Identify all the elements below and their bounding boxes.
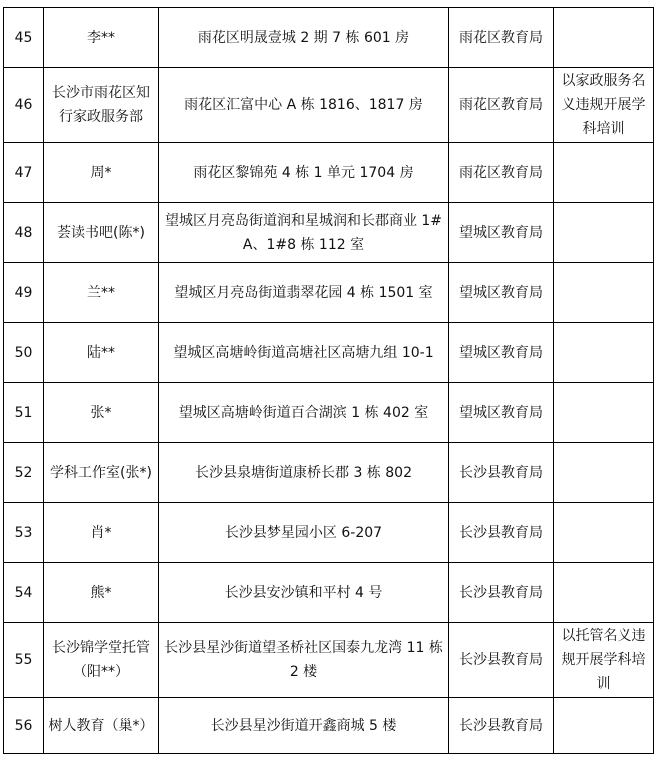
institution-table [3,7,654,754]
remark [554,263,654,323]
remark [554,563,654,623]
institution-name: 兰** [44,263,159,323]
supervising-bureau: 望城区教育局 [449,203,554,263]
row-number: 46 [4,68,44,143]
table-row [4,203,654,263]
address: 望城区高塘岭街道百合湖滨 1 栋 402 室 [159,383,449,443]
remark [554,503,654,563]
remark [554,443,654,503]
table-row [4,563,654,623]
table-row [4,443,654,503]
supervising-bureau: 望城区教育局 [449,383,554,443]
address: 望城区月亮岛街道润和星城润和长郡商业 1#A、1#8 栋 112 室 [159,203,449,263]
table-row [4,263,654,323]
table-row [4,698,654,754]
address: 长沙县星沙街道望圣桥社区国泰九龙湾 11 栋 2 楼 [159,623,449,698]
table-row [4,623,654,698]
row-number: 45 [4,8,44,68]
remark: 以托管名义违规开展学科培训 [554,623,654,698]
institution-name: 树人教育（巢*） [44,698,159,754]
remark [554,143,654,203]
address: 望城区月亮岛街道翡翠花园 4 栋 1501 室 [159,263,449,323]
remark [554,383,654,443]
supervising-bureau: 雨花区教育局 [449,68,554,143]
institution-name: 肖* [44,503,159,563]
remark [554,8,654,68]
address: 长沙县泉塘街道康桥长郡 3 栋 802 [159,443,449,503]
supervising-bureau: 雨花区教育局 [449,143,554,203]
table-row [4,383,654,443]
supervising-bureau: 长沙县教育局 [449,563,554,623]
row-number: 54 [4,563,44,623]
institution-name: 荟读书吧(陈*) [44,203,159,263]
supervising-bureau: 长沙县教育局 [449,623,554,698]
address: 长沙县梦星园小区 6-207 [159,503,449,563]
institution-name: 李** [44,8,159,68]
address: 长沙县安沙镇和平村 4 号 [159,563,449,623]
row-number: 55 [4,623,44,698]
row-number: 56 [4,698,44,754]
institution-name: 张* [44,383,159,443]
table-row [4,68,654,143]
table-row [4,323,654,383]
table-row [4,8,654,68]
remark [554,698,654,754]
address: 长沙县星沙街道开鑫商城 5 楼 [159,698,449,754]
row-number: 47 [4,143,44,203]
row-number: 50 [4,323,44,383]
row-number: 51 [4,383,44,443]
remark: 以家政服务名义违规开展学科培训 [554,68,654,143]
institution-name: 周* [44,143,159,203]
supervising-bureau: 长沙县教育局 [449,503,554,563]
remark [554,203,654,263]
supervising-bureau: 望城区教育局 [449,323,554,383]
supervising-bureau: 长沙县教育局 [449,698,554,754]
address: 雨花区明晟壹城 2 期 7 栋 601 房 [159,8,449,68]
institution-name: 长沙锦学堂托管（阳**） [44,623,159,698]
table-row [4,143,654,203]
supervising-bureau: 长沙县教育局 [449,443,554,503]
address: 雨花区黎锦苑 4 栋 1 单元 1704 房 [159,143,449,203]
address: 望城区高塘岭街道高塘社区高塘九组 10-1 [159,323,449,383]
institution-name: 长沙市雨花区知行家政服务部 [44,68,159,143]
supervising-bureau: 雨花区教育局 [449,8,554,68]
institution-name: 陆** [44,323,159,383]
table-row [4,503,654,563]
row-number: 49 [4,263,44,323]
row-number: 53 [4,503,44,563]
institution-name: 熊* [44,563,159,623]
row-number: 48 [4,203,44,263]
address: 雨花区汇富中心 A 栋 1816、1817 房 [159,68,449,143]
institution-name: 学科工作室(张*) [44,443,159,503]
row-number: 52 [4,443,44,503]
remark [554,323,654,383]
supervising-bureau: 望城区教育局 [449,263,554,323]
